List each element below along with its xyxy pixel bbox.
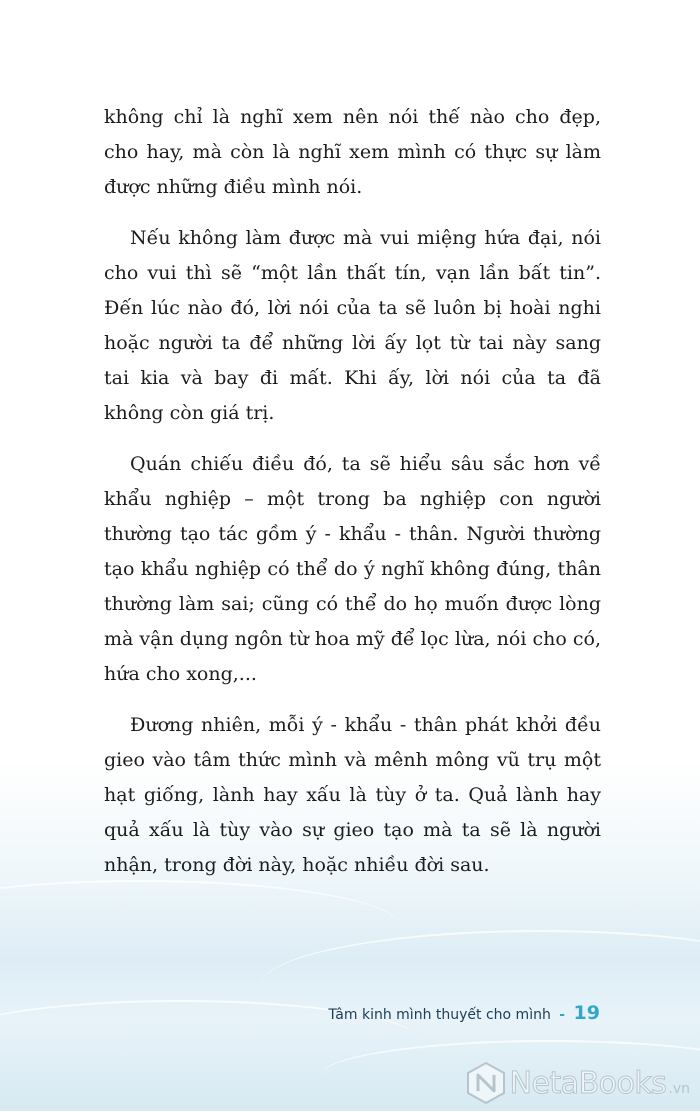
paragraph: Đương nhiên, mỗi ý - khẩu - thân phát khởi đều gieo vào tâm thức mình và mênh mông vũ trụ một hạt giống, lành hay xấu là tùy ở ta. Quả lành hay quả xấu là tùy vào sự gieo tạo mà ta sẽ là người nhận, trong đời này, hoặc nhiều đời sau. xyxy=(104,714,601,876)
body-text xyxy=(104,100,601,899)
book-title: Tâm kinh mình thuyết cho mình xyxy=(328,1007,551,1023)
page-number: 19 xyxy=(573,1002,600,1024)
footer-separator: - xyxy=(559,1007,566,1023)
watermark-suffix: .vn xyxy=(668,1081,690,1097)
netabooks-watermark xyxy=(466,1061,690,1105)
paragraph: không chỉ là nghĩ xem nên nói thế nào cho đẹp, cho hay, mà còn là nghĩ xem mình có thực sự làm được những điều mình nói. xyxy=(104,106,601,198)
paragraph: Nếu không làm được mà vui miệng hứa đại, nói cho vui thì sẽ “một lần thất tín, vạn lần bất tin”. Đến lúc nào đó, lời nói của ta sẽ luôn bị hoài nghi hoặc người ta để những lời ấy lọt từ tai này sang tai kia và bay đi mất. Khi ấy, lời nói của ta đã không còn giá trị. xyxy=(104,227,601,424)
netabooks-logo-icon xyxy=(466,1061,506,1105)
paragraph: Quán chiếu điều đó, ta sẽ hiểu sâu sắc hơn về khẩu nghiệp – một trong ba nghiệp con người thường tạo tác gồm ý - khẩu - thân. Người thường tạo khẩu nghiệp có thể do ý nghĩ không đúng, thân thường làm sai; cũng có thể do họ muốn được lòng mà vận dụng ngôn từ hoa mỹ để lọc lừa, nói cho có, hứa cho xong,... xyxy=(104,453,601,685)
watermark-brand: NetaBooks xyxy=(509,1065,667,1101)
page-footer xyxy=(328,1002,600,1024)
